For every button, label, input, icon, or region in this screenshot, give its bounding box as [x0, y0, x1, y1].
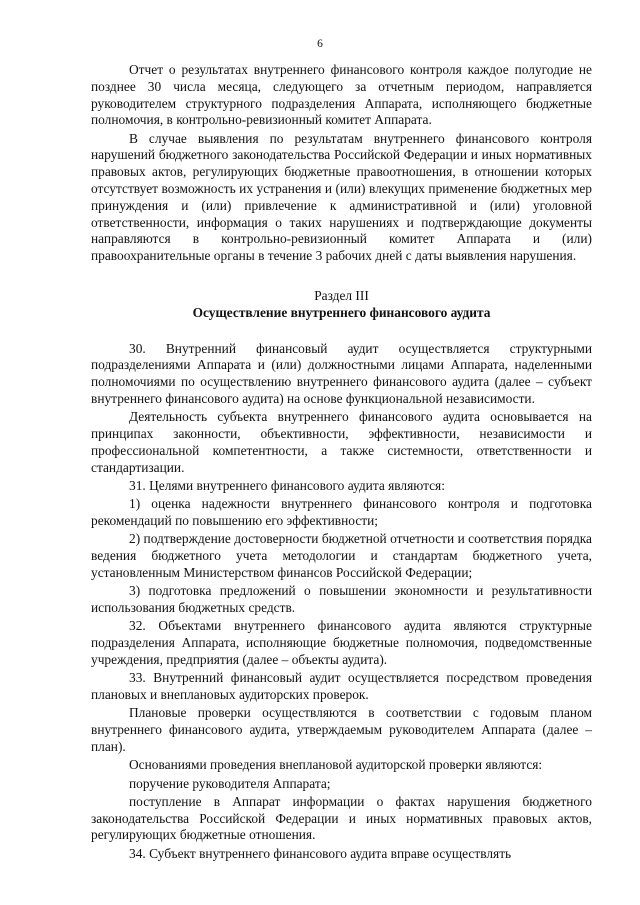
paragraph-item-32: 32. Объектами внутреннего финансового аудита являются структурные подразделения Аппарата, исполняющие бюджетные полномочия, подведомственные учреждения, предприятия (далее – объекты аудита). [91, 618, 592, 667]
paragraph-unplanned-grounds: Основаниями проведения внеплановой аудиторской проверки являются: [129, 757, 543, 773]
section-number: Раздел III [314, 288, 369, 304]
paragraph-report-deadline: Отчет о результатах внутреннего финансового контроля каждое полугодие не позднее 30 числа месяца, следующего за отчетным периодом, направляется руководителем структурного подразделения Аппарата, исполняющего бюджетные полномочия, в контрольно-ревизионный комитет Аппарата. [91, 62, 592, 128]
paragraph-item-33: 33. Внутренний финансовый аудит осуществляется посредством проведения плановых и внеплановых аудиторских проверок. [91, 670, 592, 703]
paragraph-violations-procedure: В случае выявления по результатам внутреннего финансового контроля нарушений бюджетного законодательства Российской Федерации и иных нормативных правовых актов, регулирующих бюджетные правоотношения, в отношении которых отсутствует возможность их устранения и (или) влекущих применение бюджетных мер принуждения и (или) привлечение к административной и (или) уголовной ответственности, информация о таких нарушениях и подтверждающие документы направляются в контрольно-ревизионный комитет Аппарата и (или) правоохранительные органы в течение 3 рабочих дней с даты выявления нарушения. [91, 130, 592, 264]
list-item-goal-2: 2) подтверждение достоверности бюджетной отчетности и соответствия порядка ведения бюджетного учета методологии и стандартам бюджетного учета, установленным Министерством финансов Российской Федерации; [91, 531, 592, 581]
list-item-ground-order: поручение руководителя Аппарата; [129, 775, 331, 791]
list-item-goal-3: 3) подготовка предложений о повышении экономности и результативности использования бюджетных средств. [91, 583, 592, 616]
document-body [91, 62, 592, 864]
list-item-goal-1: 1) оценка надежности внутреннего финансового контроля и подготовка рекомендаций по повышению его эффективности; [91, 496, 592, 529]
paragraph-audit-principles: Деятельность субъекта внутреннего финансового аудита основывается на принципах законности, объективности, эффективности, независимости и профессиональной компетентности, а также системности, ответственности и стандартизации. [91, 409, 592, 475]
paragraph-item-30: 30. Внутренний финансовый аудит осуществляется структурными подразделениями Аппарата и (или) должностными лицами Аппарата, наделенными полномочиями по осуществлению внутреннего финансового аудита (далее – субъект внутреннего финансового аудита) на основе функциональной независимости. [91, 340, 592, 407]
section-title: Осуществление внутреннего финансового аудита [192, 304, 491, 320]
paragraph-item-31: 31. Целями внутреннего финансового аудита являются: [129, 478, 445, 494]
list-item-ground-information: поступление в Аппарат информации о фактах нарушения бюджетного законодательства Российской Федерации и иных нормативных правовых актов, регулирующих бюджетные отношения. [91, 793, 592, 843]
page-number: 6 [317, 38, 323, 50]
paragraph-planned-inspections: Плановые проверки осуществляются в соответствии с годовым планом внутреннего финансового аудита, утверждаемым руководителем Аппарата (далее – план). [91, 705, 592, 754]
paragraph-item-34: 34. Субъект внутреннего финансового аудита вправе осуществлять [129, 845, 512, 861]
